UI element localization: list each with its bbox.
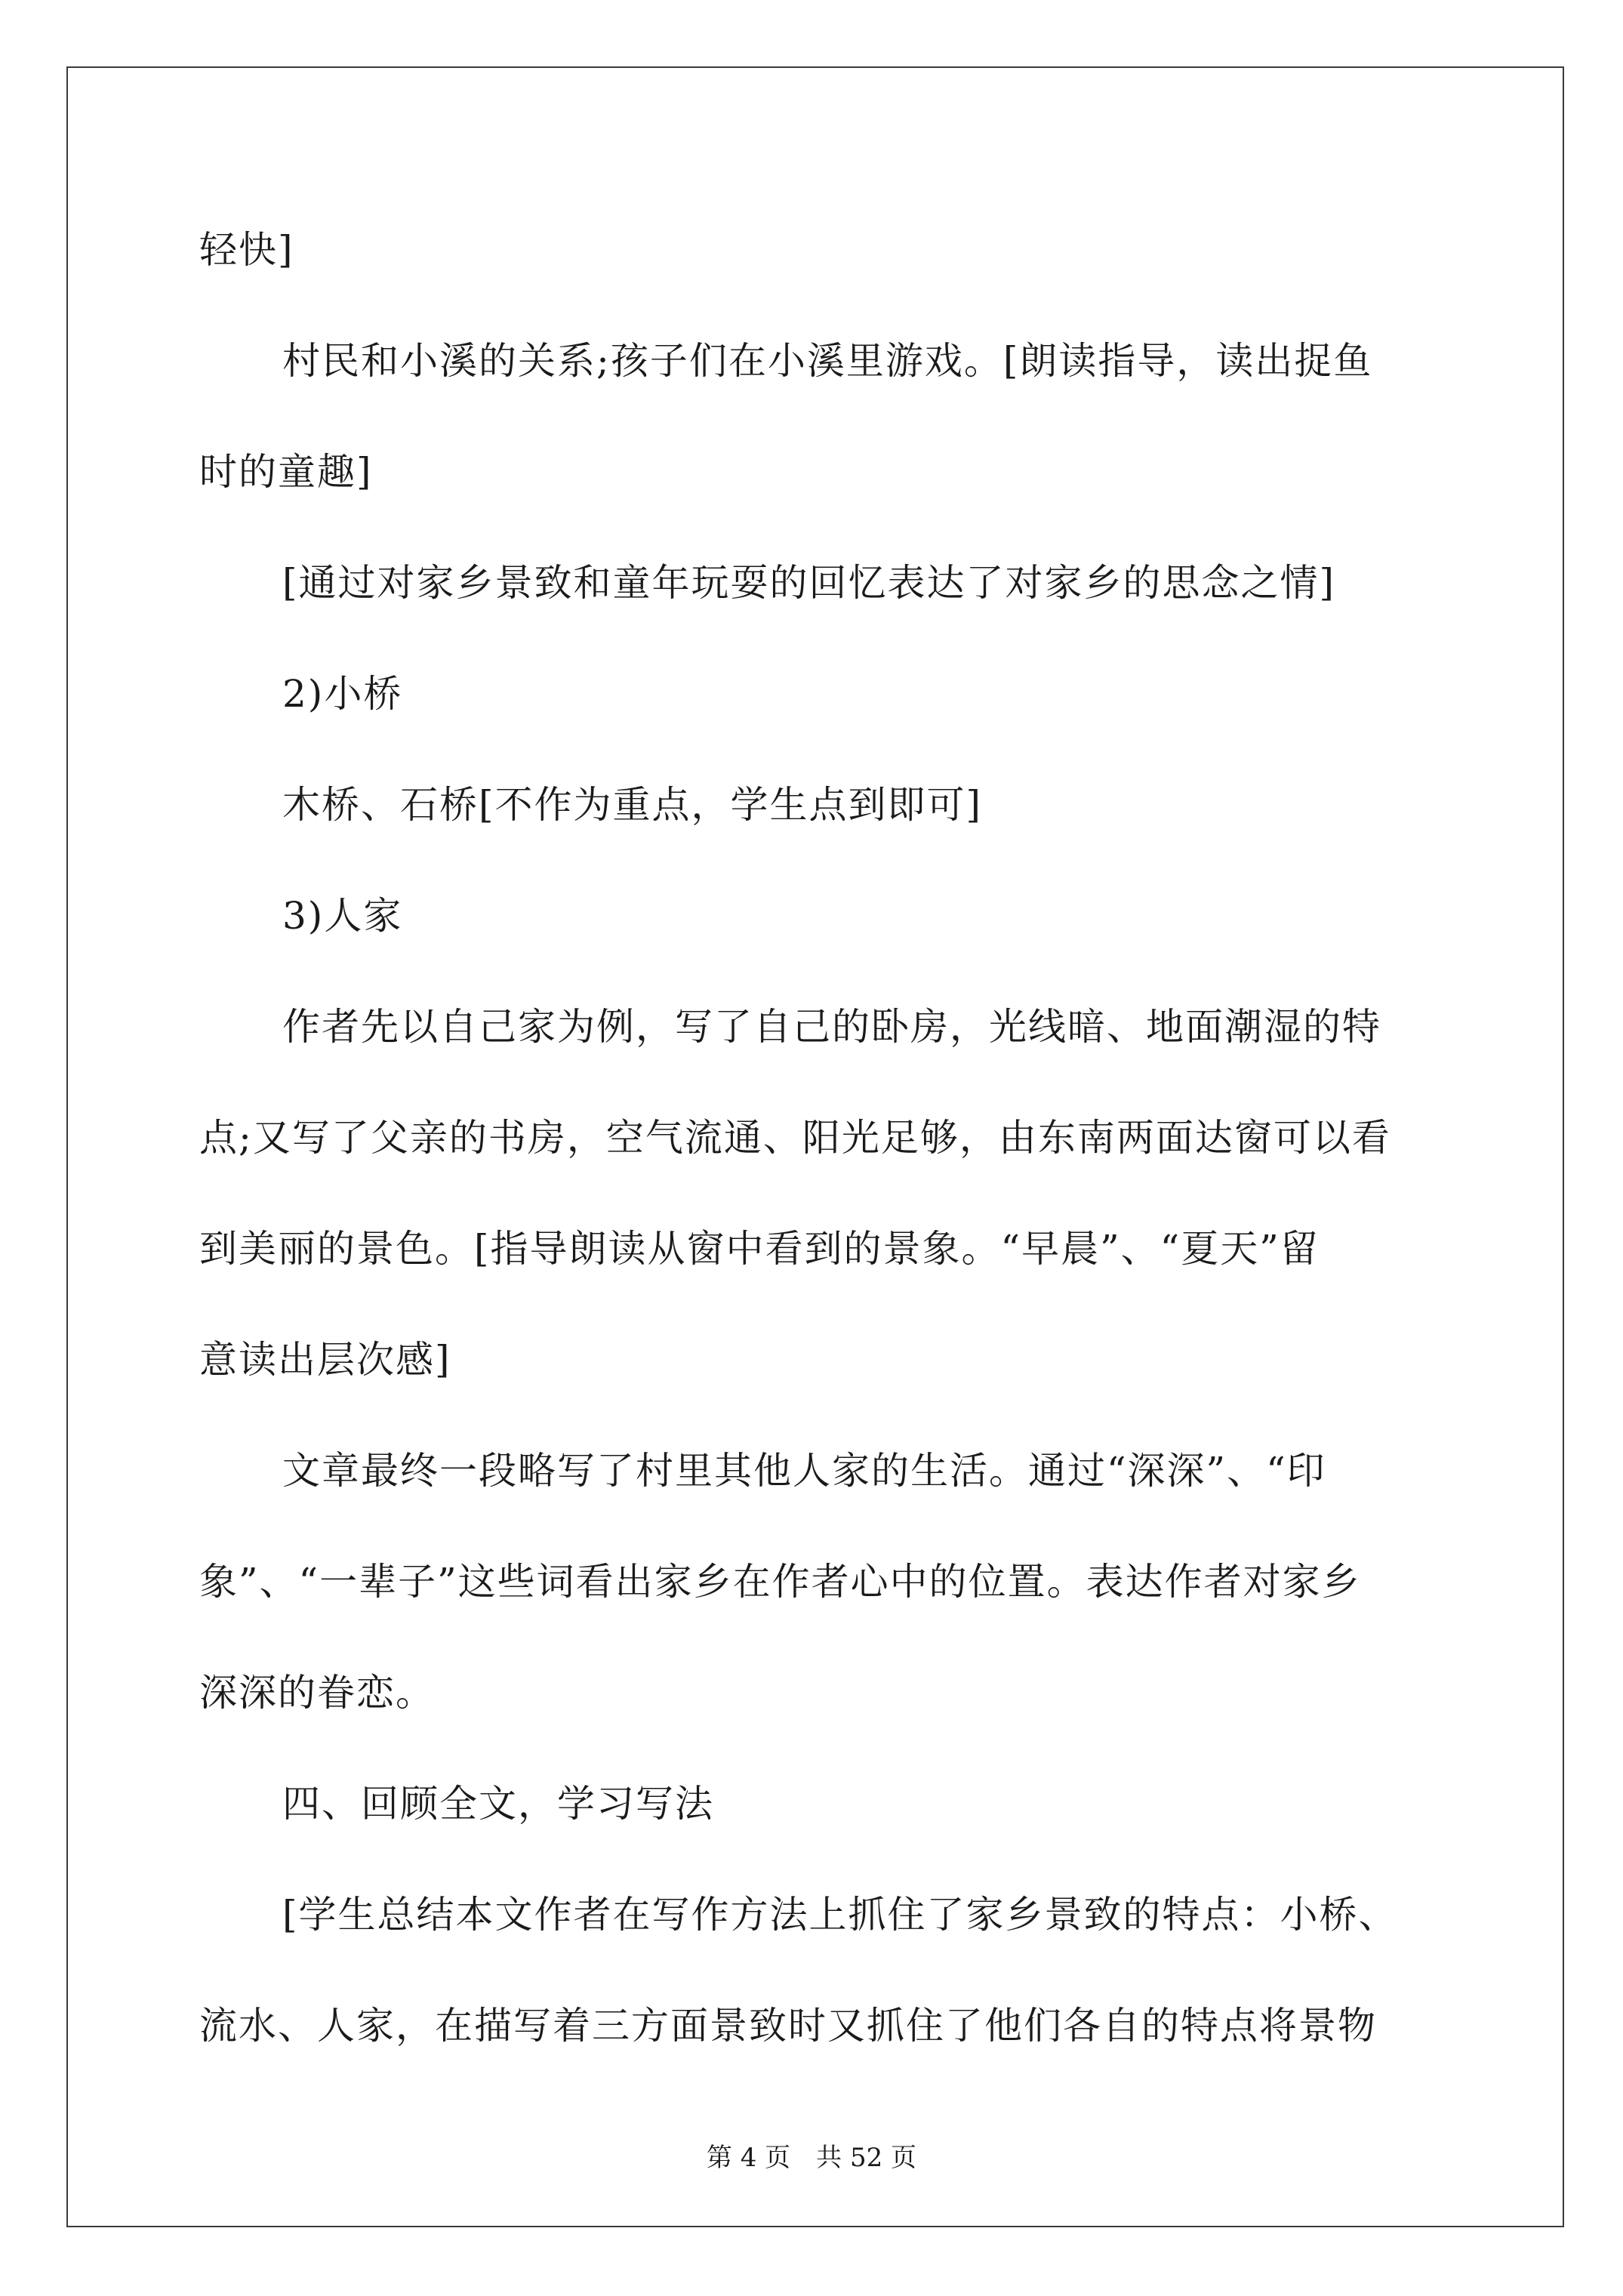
- text-line: 深深的眷恋。: [199, 1671, 435, 1715]
- text-line: 木桥、石桥[不作为重点，学生点到即可]: [282, 783, 983, 827]
- text-line: 文章最终一段略写了村里其他人家的生活。通过“深深”、“印: [282, 1449, 1326, 1493]
- text-line: 流水、人家，在描写着三方面景致时又抓住了他们各自的特点将景物: [199, 2004, 1377, 2048]
- text-line: 2)小桥: [282, 672, 403, 716]
- text-line: 意读出层次感]: [199, 1338, 451, 1382]
- text-line: [通过对家乡景致和童年玩耍的回忆表达了对家乡的思念之情]: [282, 561, 1336, 605]
- text-line: 时的童趣]: [199, 450, 373, 494]
- text-line: 点;又写了父亲的书房，空气流通、阳光足够，由东南两面达窗可以看: [199, 1116, 1391, 1160]
- text-line: 作者先以自己家为例，写了自己的卧房，光线暗、地面潮湿的特: [282, 1005, 1381, 1049]
- text-line: 到美丽的景色。[指导朗读从窗中看到的景象。“早晨”、“夏天”留: [199, 1227, 1320, 1271]
- section-heading: 四、回顾全文，学习写法: [282, 1782, 714, 1826]
- page-number: 第 4 页 共 52 页: [706, 2143, 917, 2173]
- text-line: [学生总结本文作者在写作方法上抓住了家乡景致的特点：小桥、: [282, 1893, 1398, 1937]
- text-line: 3)人家: [282, 894, 403, 938]
- text-line: 村民和小溪的关系;孩子们在小溪里游戏。[朗读指导，读出捉鱼: [282, 339, 1373, 383]
- text-line: 象”、“一辈子”这些词看出家乡在作者心中的位置。表达作者对家乡: [199, 1560, 1361, 1604]
- text-line: 轻快]: [199, 228, 294, 272]
